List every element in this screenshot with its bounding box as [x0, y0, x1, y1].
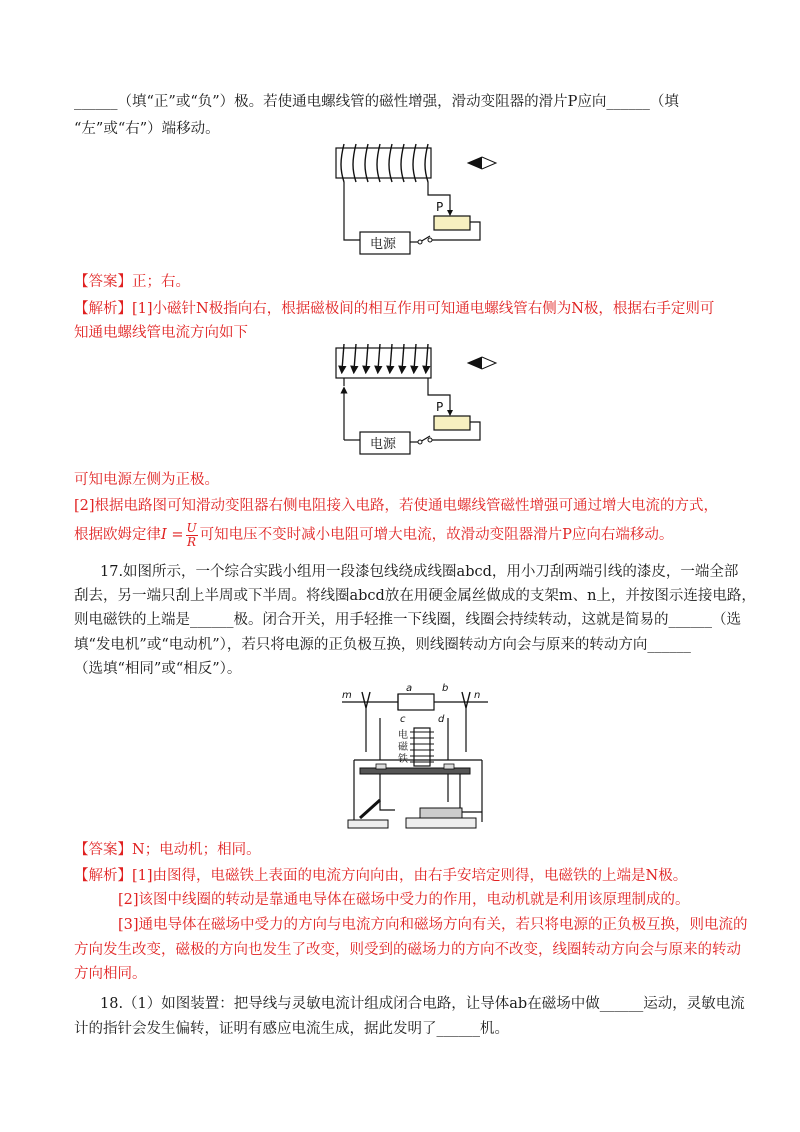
q17-analysis-1 — [74, 866, 687, 886]
q17-text-line3: 则电磁铁的上端是______极。闭合开关，用手轻推一下线圈，线圈会持续转动，这就是简易的______（选 — [74, 612, 741, 628]
q17-analysis-2: [2]该图中线圈的转动是靠通电导体在磁场中受力的作用，电动机就是利用该原理制成的。 — [118, 892, 690, 908]
ohm-formula-denominator: R — [187, 534, 197, 549]
q16-analysis-2a: [2]根据电路图可知滑动变阻器右侧电阻接入电路，若使通电螺线管磁性增强可通过增大电流的方式， — [74, 498, 719, 514]
ohm-formula-fraction — [186, 522, 198, 549]
q16-fig1-p-label: P — [436, 200, 444, 214]
q16-analysis-1a-text: [1]小磁针N极指向右，根据磁极间的相互作用可知通电螺线管右侧为N极，根据右手定则可 — [132, 301, 715, 317]
q16-fig2-power-label: 电源 — [370, 437, 397, 452]
q17-analysis-3a: [3]通电导体在磁场中受力的方向与电流方向和磁场方向有关，若只将电源的正负极互换，则电流的 — [118, 917, 748, 933]
coil-text-3: 铁 — [398, 754, 408, 765]
q18-text-line2: 计的指针会发生偏转，证明有感应电流生成，据此发明了______机。 — [74, 1021, 509, 1037]
motor-label-m: m — [342, 690, 352, 701]
motor-label-a: a — [406, 683, 413, 694]
compass-needle-icon — [468, 357, 496, 369]
q16-analysis-1c: 可知电源左侧为正极。 — [74, 472, 219, 488]
q17-text-line4: 填“发电机”或“电动机”），若只将电源的正负极互换，则线圈转动方向会与原来的转动方向______ — [74, 637, 691, 653]
q16-text-line1: ______（填“正”或“负”）极。若使通电螺线管的磁性增强，滑动变阻器的滑片P应向______（填 — [74, 94, 679, 110]
q17-text-line1: 17.如图所示，一个综合实践小组用一段漆包线绕成线圈abcd，用小刀刮两端引线的漆皮，一端全部 — [100, 564, 739, 580]
ohm-formula-lhs: I = — [161, 527, 184, 543]
q17-answer-tag: 【答案】 — [74, 842, 132, 858]
q17-answer-text: N；电动机；相同。 — [132, 842, 261, 858]
q17-text-line5: （选填“相同”或“相反”）。 — [74, 661, 242, 677]
battery-icon — [406, 808, 476, 828]
q16-circuit-figure-2 — [330, 340, 510, 465]
q16-answer-tag: 【答案】 — [74, 274, 132, 290]
q18-text-line1: 18.（1）如图装置：把导线与灵敏电流计组成闭合电路，让导体ab在磁场中做______运动，灵敏电流 — [100, 996, 745, 1012]
q17-analysis-3b: 方向发生改变，磁极的方向也发生了改变，则受到的磁场力的方向不改变，线圈转动方向会与原来的转动 — [74, 942, 741, 958]
q16-analysis-2b-post: 可知电压不变时减小电阻可增大电流，故滑动变阻器滑片P应向右端移动。 — [199, 527, 674, 543]
q17-analysis-tag: 【解析】 — [74, 868, 132, 884]
q17-analysis-3c: 方向相同。 — [74, 966, 147, 982]
q17-text-line2: 刮去，另一端只刮上半周或下半周。将线圈abcd放在用硬金属丝做成的支架m、n上，并按图示连接电路， — [74, 588, 756, 604]
motor-label-c: c — [400, 714, 406, 725]
q16-fig1-power-label: 电源 — [370, 237, 397, 252]
compass-needle-icon — [468, 157, 496, 169]
coil-text-2: 磁 — [398, 742, 408, 753]
q16-analysis-1a — [74, 299, 714, 319]
q16-fig2-p-label: P — [436, 400, 444, 414]
coil-text-1: 电 — [398, 730, 408, 741]
q17-analysis-1-text: [1]由图得，电磁铁上表面的电流方向向由，由右手安培定则得，电磁铁的上端是N极。 — [132, 868, 688, 884]
motor-label-n: n — [474, 690, 481, 701]
q17-motor-figure — [340, 682, 490, 834]
q16-analysis-tag: 【解析】 — [74, 301, 132, 317]
q16-analysis-2b-pre: 根据欧姆定律 — [74, 527, 161, 543]
rheostat-icon — [434, 216, 470, 230]
q17-answer — [74, 840, 261, 860]
motor-label-b: b — [442, 683, 449, 694]
q16-text-line2: “左”或“右”）端移动。 — [74, 121, 220, 137]
q16-analysis-2b — [74, 520, 673, 550]
q16-answer — [74, 272, 190, 292]
ohm-formula-numerator: U — [186, 520, 197, 535]
rheostat-icon — [434, 416, 470, 430]
motor-label-d: d — [438, 714, 445, 725]
q16-answer-text: 正；右。 — [132, 274, 190, 290]
q16-analysis-1b: 知通电螺线管电流方向如下 — [74, 325, 248, 341]
q16-circuit-figure-1 — [330, 140, 510, 265]
